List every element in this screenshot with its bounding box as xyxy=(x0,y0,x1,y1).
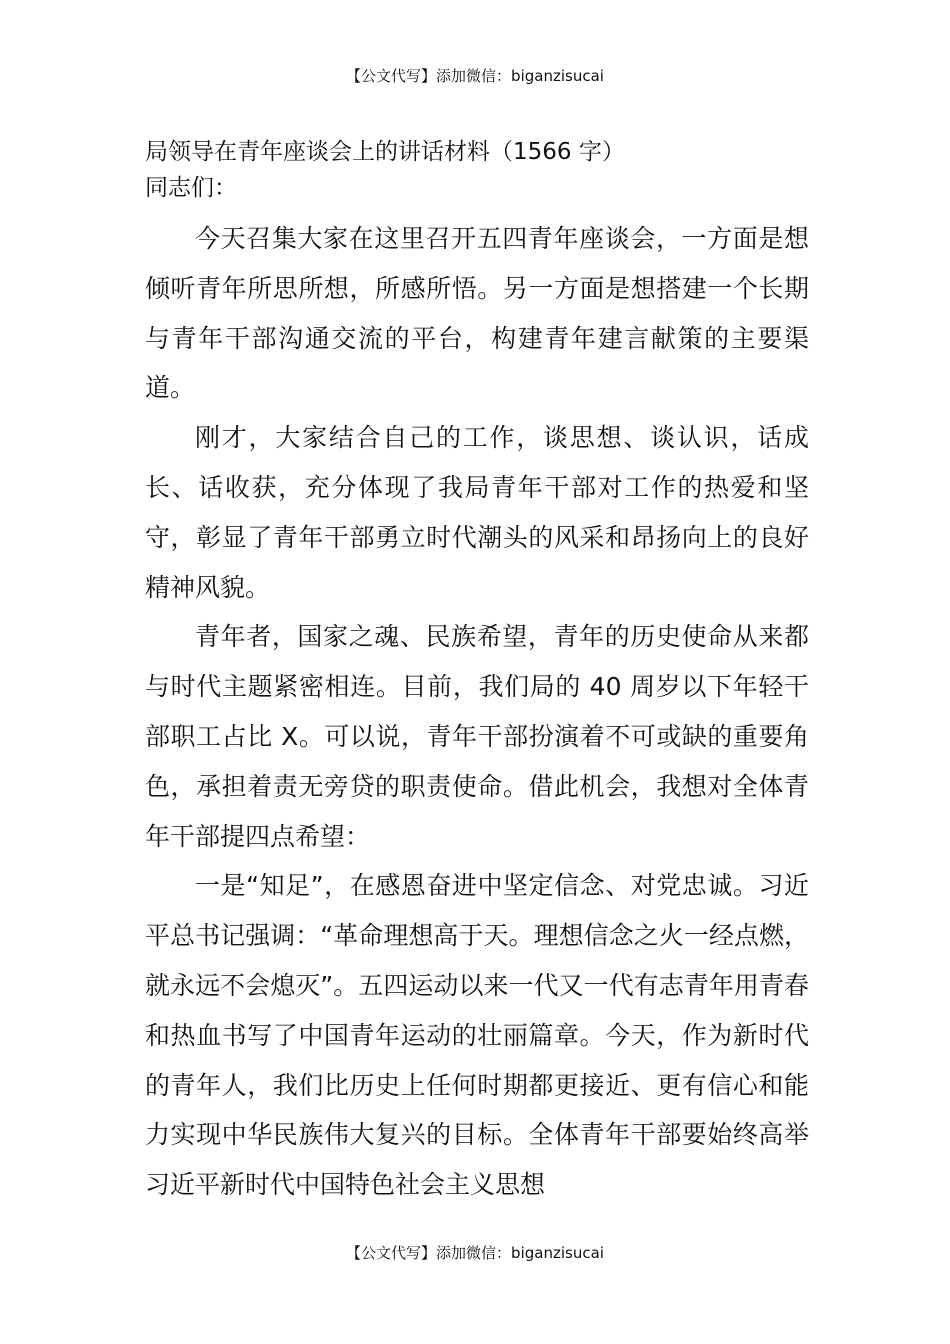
document-title: 局领导在青年座谈会上的讲话材料（1566 字） xyxy=(145,139,625,165)
paragraph-2 xyxy=(145,413,809,612)
page-header: 【公文代写】添加微信：biganzisucai xyxy=(346,67,604,85)
paragraph-lead: 一是“知足”， xyxy=(195,871,350,901)
document-body xyxy=(145,134,809,1210)
paragraph-text: 在感恩奋进中坚定信念、对党忠诚。习近平总书记强调：“革命理想高于天。理想信念之火一经点燃，就永远不会熄灭”。五四运动以来一代又一代有志青年用青春和热血书写了中国青年运动的壮丽篇章。今天，作为新时代的青年人，我们比历史上任何时期都更接近、更有信心和能力实现中华民族伟大复兴的目标。全体青年干部要始终高举习近平新时代中国特色社会主义思想 xyxy=(145,871,809,1200)
paragraph-text: 今天召集大家在这里召开五四青年座谈会，一方面是想倾听青年所思所想，所感所悟。另一方面是想搭建一个长期与青年干部沟通交流的平台，构建青年建言献策的主要渠道。 xyxy=(145,224,809,403)
paragraph-4 xyxy=(145,861,809,1210)
paragraph-text: 青年者，国家之魂、民族希望，青年的历史使命从来都与时代主题紧密相连。目前，我们局的 40 周岁以下年轻干部职工占比 X。可以说，青年干部扮演着不可或缺的重要角色，承担着责无旁贷的职责使命。借此机会，我想对全体青年干部提四点希望： xyxy=(145,622,809,851)
paragraph-1 xyxy=(145,214,809,413)
paragraph-text: 刚才，大家结合自己的工作，谈思想、谈认识，话成长、话收获，充分体现了我局青年干部对工作的热爱和坚守，彰显了青年干部勇立时代潮头的风采和昂扬向上的良好精神风貌。 xyxy=(145,423,809,602)
salutation: 同志们： xyxy=(145,175,237,201)
paragraph-3 xyxy=(145,612,809,861)
page-footer: 【公文代写】添加微信：biganzisucai xyxy=(346,1244,604,1262)
